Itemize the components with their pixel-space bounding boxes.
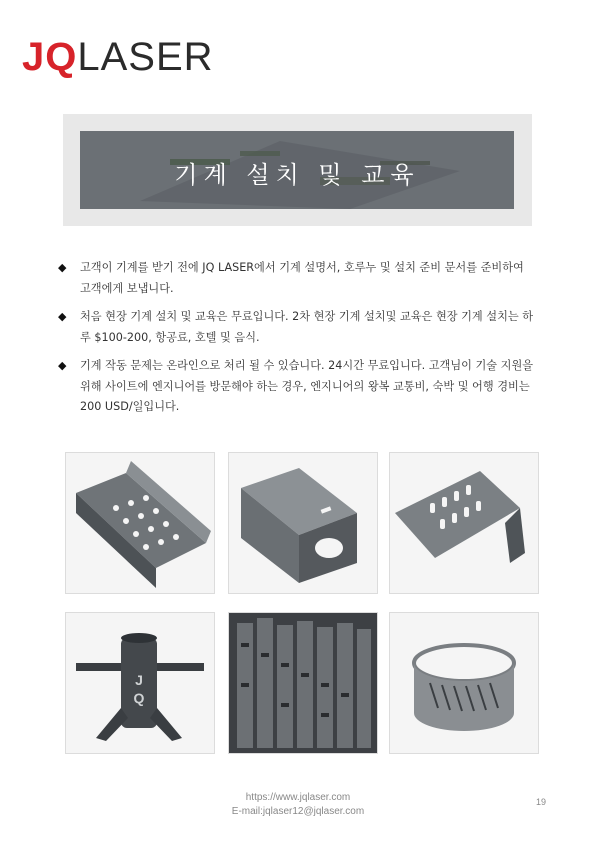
service-bullet-list	[58, 258, 538, 426]
page-number: 19	[536, 797, 547, 807]
photo-tube-stand-part	[65, 612, 215, 754]
footer-email: E-mail:jqlaser12@jqlaser.com	[231, 806, 365, 817]
bullet-text: 기계 작동 문제는 온라인으로 처리 될 수 있습니다. 24시간 무료입니다. 고객님이 기술 지원을 위해 사이트에 엔지니어를 방문해야 하는 경우, 엔지니어의 왕복 교통비, 숙박 및 어행 경비는 200 USD/일입니다.	[80, 359, 534, 413]
svg-text:Q: Q	[133, 690, 145, 706]
box-section-bracket-part-icon	[229, 453, 377, 593]
diamond-bullet-icon: ◆	[58, 310, 67, 323]
photo-perforated-ring	[389, 612, 539, 754]
photo-angled-plate-part	[389, 452, 539, 594]
jq-tube-stand-part-icon	[66, 613, 214, 753]
perforated-ring-part-icon	[390, 613, 538, 753]
bullet-item	[58, 258, 538, 299]
footer-website: https://www.jqlaser.com	[245, 792, 351, 803]
photo-stacked-tubes	[228, 612, 378, 754]
photo-box-bracket-part	[228, 452, 378, 594]
diamond-bullet-icon: ◆	[58, 261, 67, 274]
bullet-item	[58, 356, 538, 418]
photo-u-channel-part	[65, 452, 215, 594]
stacked-tube-parts-icon	[229, 613, 377, 753]
logo-jq-text: JQ	[22, 35, 78, 79]
bullet-text: 처음 현장 기계 설치 및 교육은 무료입니다. 2차 현장 기계 설치및 교육은 현장 기계 설치는 하루 $100-200, 항공료, 호텔 및 음식.	[80, 310, 534, 344]
bullet-text: 고객이 기계를 받기 전에 JQ LASER에서 기계 설명서, 호루누 및 설치 준비 문서를 준비하여 고객에게 보냅니다.	[80, 261, 524, 295]
banner-image	[80, 131, 514, 209]
svg-text:J: J	[135, 672, 143, 688]
bullet-item	[58, 307, 538, 348]
banner-title: 기계 설치 및 교육	[174, 161, 420, 189]
logo-laser-text: LASER	[77, 35, 214, 79]
company-logo	[22, 37, 214, 77]
section-banner	[63, 114, 532, 226]
angled-perforated-plate-part-icon	[390, 453, 538, 593]
u-channel-perforated-part-icon	[66, 453, 214, 593]
diamond-bullet-icon: ◆	[58, 359, 67, 372]
